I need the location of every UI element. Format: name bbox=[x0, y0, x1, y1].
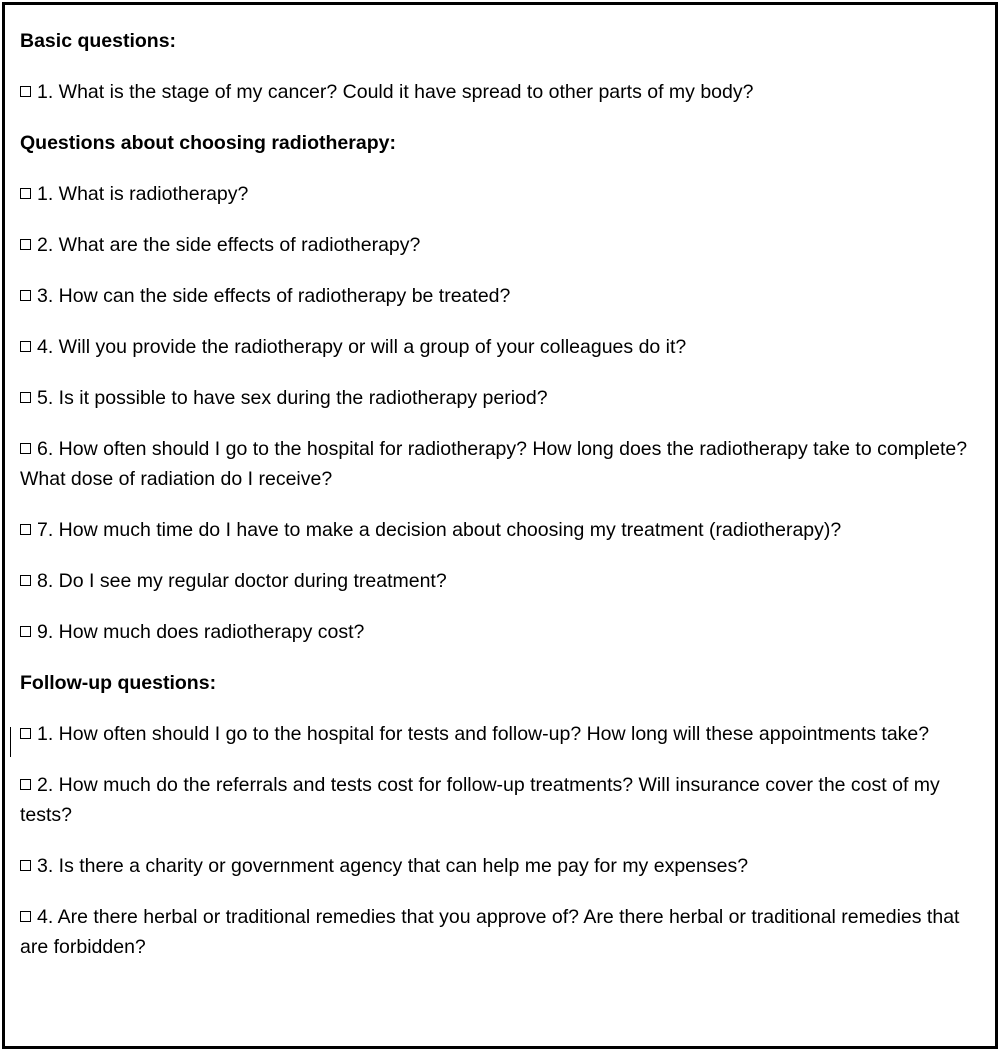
checkbox-icon[interactable] bbox=[20, 341, 31, 352]
question-text: 4. Will you provide the radiotherapy or will a group of your colleagues do it? bbox=[37, 336, 687, 358]
question-text: 3. Is there a charity or government agency that can help me pay for my expenses? bbox=[37, 855, 749, 877]
question-text: 5. Is it possible to have sex during the radiotherapy period? bbox=[37, 387, 548, 409]
checklist-item[interactable] bbox=[20, 902, 970, 962]
question-text: 9. How much does radiotherapy cost? bbox=[37, 621, 365, 643]
checkbox-icon[interactable] bbox=[20, 392, 31, 403]
checkbox-icon[interactable] bbox=[20, 860, 31, 871]
question-text: 1. How often should I go to the hospital for tests and follow-up? How long will these appointments take? bbox=[37, 723, 930, 745]
question-text: 1. What is the stage of my cancer? Could it have spread to other parts of my body? bbox=[37, 81, 754, 103]
checklist-item[interactable] bbox=[20, 566, 970, 596]
question-text: 2. How much do the referrals and tests cost for follow-up treatments? Will insurance cover the cost of my tests? bbox=[20, 774, 940, 826]
text-cursor bbox=[10, 727, 11, 757]
section-heading-basic: Basic questions: bbox=[20, 30, 177, 52]
question-text: 3. How can the side effects of radiotherapy be treated? bbox=[37, 285, 511, 307]
checklist-item[interactable] bbox=[20, 617, 970, 647]
checkbox-icon[interactable] bbox=[20, 86, 31, 97]
checklist-item[interactable] bbox=[20, 179, 970, 209]
checklist-item[interactable] bbox=[20, 770, 970, 830]
checklist-item[interactable] bbox=[20, 515, 970, 545]
checklist-item[interactable] bbox=[20, 230, 970, 260]
checklist-item[interactable] bbox=[20, 851, 970, 881]
section-heading-follow-up: Follow-up questions: bbox=[20, 672, 217, 694]
question-text: 7. How much time do I have to make a decision about choosing my treatment (radiotherapy)? bbox=[37, 519, 842, 541]
checklist-item[interactable] bbox=[20, 332, 970, 362]
checkbox-icon[interactable] bbox=[20, 728, 31, 739]
checklist-item[interactable] bbox=[20, 383, 970, 413]
checklist-content bbox=[20, 26, 970, 983]
checkbox-icon[interactable] bbox=[20, 239, 31, 250]
checkbox-icon[interactable] bbox=[20, 188, 31, 199]
question-text: 4. Are there herbal or traditional remedies that you approve of? Are there herbal or traditional remedies that are forbidden? bbox=[20, 906, 960, 958]
checkbox-icon[interactable] bbox=[20, 290, 31, 301]
checkbox-icon[interactable] bbox=[20, 575, 31, 586]
checkbox-icon[interactable] bbox=[20, 524, 31, 535]
checklist-item[interactable] bbox=[20, 434, 970, 494]
question-text: 6. How often should I go to the hospital for radiotherapy? How long does the radiotherapy take to complete? What dose of radiation do I receive? bbox=[20, 438, 968, 490]
checklist-item[interactable] bbox=[20, 281, 970, 311]
question-text: 2. What are the side effects of radiotherapy? bbox=[37, 234, 421, 256]
question-text: 8. Do I see my regular doctor during treatment? bbox=[37, 570, 447, 592]
section-heading-radiotherapy: Questions about choosing radiotherapy: bbox=[20, 132, 396, 154]
checklist-item[interactable] bbox=[20, 719, 970, 749]
checkbox-icon[interactable] bbox=[20, 779, 31, 790]
checkbox-icon[interactable] bbox=[20, 443, 31, 454]
checkbox-icon[interactable] bbox=[20, 626, 31, 637]
checkbox-icon[interactable] bbox=[20, 911, 31, 922]
question-text: 1. What is radiotherapy? bbox=[37, 183, 249, 205]
checklist-item[interactable] bbox=[20, 77, 970, 107]
